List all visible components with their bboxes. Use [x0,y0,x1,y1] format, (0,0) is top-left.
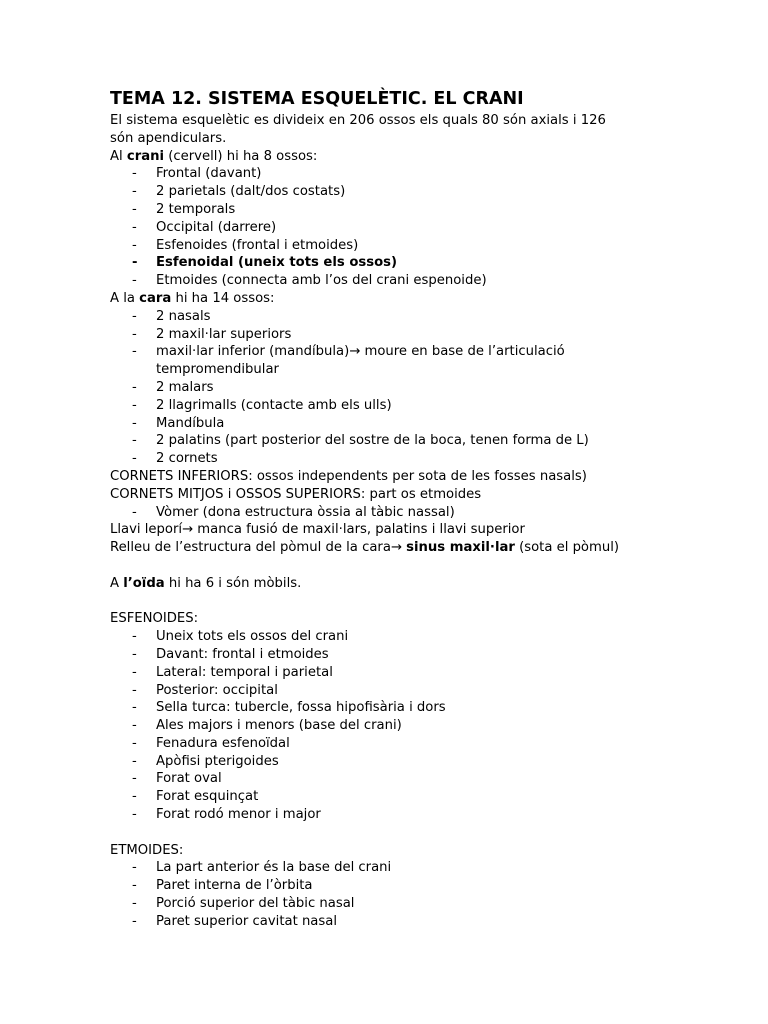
bullet-dash: - [132,735,137,751]
bullet-dash: - [132,504,137,520]
spacer [110,593,710,611]
crani-heading [110,148,710,166]
list-item-text: 2 maxil·lar superiors [156,326,292,342]
bullet-dash: - [132,255,138,271]
bullet-dash: - [132,397,137,413]
list-item-text: Paret superior cavitat nasal [156,913,337,929]
bullet-dash: - [132,896,137,912]
cornets-inferiors-line: CORNETS INFERIORS: ossos independents per sota de les fosses nasals) [110,468,587,484]
bullet-dash: - [132,308,137,324]
list-item-text: Vòmer (dona estructura òssia al tàbic nassal) [156,504,455,520]
bullet-dash: - [132,860,137,876]
list-item-text: Paret interna de l’òrbita [156,878,313,894]
list-item-text: 2 llagrimalls (contacte amb els ulls) [156,397,392,413]
list-item-text: 2 nasals [156,308,211,324]
cara-heading-post: hi ha 14 ossos: [171,290,275,306]
list-item [110,397,710,415]
bullet-dash: - [132,878,137,894]
list-item-text: Forat oval [156,771,222,787]
list-item [110,343,710,379]
list-item-text: Sella turca: tubercle, fossa hipofisària i dors [156,700,446,716]
list-item [110,201,710,219]
bullet-dash: - [132,433,137,449]
document-page [110,86,710,931]
bullet-dash: - [132,415,137,431]
relleu-post: (sota el pòmul) [514,540,620,556]
bullet-dash: - [132,326,137,342]
list-item-text: Esfenoides (frontal i etmoides) [156,237,359,253]
list-item [110,432,710,450]
cara-heading-bold: cara [139,290,172,306]
list-item [110,504,710,522]
list-item [110,326,710,344]
etmoides-list [110,859,710,930]
list-item-bold [110,254,710,272]
oida-pre: A [110,575,124,591]
list-item-text: Ales majors i menors (base del crani) [156,718,402,734]
intro-paragraph: El sistema esquelètic es divideix en 206 ossos els quals 80 són axials i 126 són apendiculars. [110,113,606,146]
list-item [110,788,710,806]
page-title: TEMA 12. SISTEMA ESQUELÈTIC. EL CRANI [110,89,524,109]
list-item [110,753,710,771]
list-item-text: Fenadura esfenoïdal [156,735,290,751]
list-item [110,628,710,646]
bullet-dash: - [132,664,137,680]
list-item-text: 2 parietals (dalt/dos costats) [156,184,346,200]
oida-line [110,575,710,593]
list-item [110,699,710,717]
list-item-text: 2 cornets [156,451,218,467]
relleu-pre: Relleu de l’estructura del pòmul de la cara→ [110,540,407,556]
list-item-text: Apòfisi pterigoides [156,753,279,769]
list-item-text: Etmoides (connecta amb l’os del crani espenoide) [156,273,487,289]
bullet-dash: - [132,646,137,662]
bullet-dash: - [132,753,137,769]
list-item [110,646,710,664]
cara-list [110,308,710,468]
relleu-bold: sinus maxil·lar [406,540,515,556]
list-item [110,895,710,913]
esfenoides-heading: ESFENOIDES: [110,611,199,627]
llavi-line: Llavi leporí→ manca fusió de maxil·lars, palatins i llavi superior [110,522,525,538]
list-item-text: Porció superior del tàbic nasal [156,896,355,912]
bullet-dash: - [132,184,137,200]
bullet-dash: - [132,913,137,929]
list-item-text: maxil·lar inferior (mandíbula)→ moure en base de l’articulació [156,344,565,360]
list-item-text: Frontal (davant) [156,166,262,182]
list-item [110,806,710,824]
list-item [110,272,710,290]
list-item-text: 2 temporals [156,201,236,217]
bullet-dash: - [132,166,137,182]
bullet-dash: - [132,771,137,787]
crani-heading-pre: Al [110,148,127,164]
list-item [110,450,710,468]
crani-heading-post: (cervell) hi ha 8 ossos: [164,148,318,164]
list-item [110,913,710,931]
bullet-dash: - [132,344,137,360]
list-item-continuation: tempromendibular [156,362,279,378]
list-item [110,877,710,895]
bullet-dash: - [132,629,137,645]
list-item-text: Uneix tots els ossos del crani [156,629,349,645]
list-item-text: Forat rodó menor i major [156,807,321,823]
list-item-text: La part anterior és la base del crani [156,860,392,876]
oida-post: hi ha 6 i són mòbils. [164,575,302,591]
bullet-dash: - [132,789,137,805]
bullet-dash: - [132,237,137,253]
cornets-mitjos-line: CORNETS MITJOS i OSSOS SUPERIORS: part os etmoides [110,486,482,502]
list-item [110,735,710,753]
bullet-dash: - [132,451,137,467]
bullet-dash: - [132,700,137,716]
list-item [110,219,710,237]
spacer [110,557,710,575]
relleu-line [110,539,710,557]
list-item [110,770,710,788]
list-item [110,682,710,700]
list-item [110,308,710,326]
bullet-dash: - [132,219,137,235]
list-item-text: Lateral: temporal i parietal [156,664,333,680]
list-item [110,165,710,183]
oida-bold: l’oïda [123,575,165,591]
bullet-dash: - [132,682,137,698]
list-item [110,717,710,735]
esfenoides-list [110,628,710,824]
cara-heading-pre: A la [110,290,140,306]
list-item [110,183,710,201]
list-item [110,664,710,682]
bullet-dash: - [132,201,137,217]
list-item-text: Mandíbula [156,415,225,431]
bullet-dash: - [132,379,137,395]
list-item-text: Davant: frontal i etmoides [156,646,329,662]
etmoides-heading: ETMOIDES: [110,842,184,858]
crani-list [110,165,710,290]
list-item-text: Esfenoidal (uneix tots els ossos) [156,255,398,271]
list-item-text: 2 palatins (part posterior del sostre de la boca, tenen forma de L) [156,433,589,449]
list-item-text: Occipital (darrere) [156,219,277,235]
list-item [110,415,710,433]
list-item-text: Posterior: occipital [156,682,278,698]
list-item-text: 2 malars [156,379,214,395]
bullet-dash: - [132,273,137,289]
list-item [110,859,710,877]
bullet-dash: - [132,718,137,734]
list-item [110,379,710,397]
list-item [110,237,710,255]
crani-heading-bold: crani [126,148,165,164]
list-item-text: Forat esquinçat [156,789,259,805]
spacer [110,824,710,842]
cara-heading [110,290,710,308]
bullet-dash: - [132,807,137,823]
